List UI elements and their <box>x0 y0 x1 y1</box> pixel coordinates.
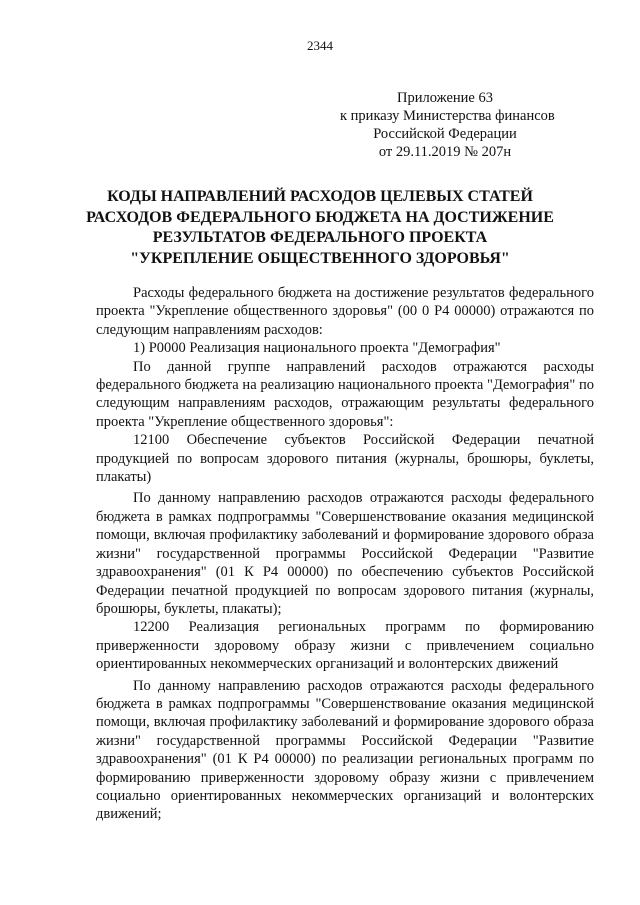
paragraph-section-1: 1) P0000 Реализация национального проекта "Демография" <box>133 340 501 357</box>
title-line-3: РЕЗУЛЬТАТОВ ФЕДЕРАЛЬНОГО ПРОЕКТА <box>152 229 488 246</box>
paragraph-intro: Расходы федерального бюджета на достижение результатов федерального проекта "Укрепление общественного здоровья" (00 0 P4 00000) отражаются по следующим направлениям расходов: <box>96 285 594 338</box>
appendix-block <box>340 89 555 161</box>
document-body <box>96 284 594 824</box>
paragraph-code-12200-description: По данному направлению расходов отражаются расходы федерального бюджета в рамках подпрограммы "Совершенствование оказания медицинской помощи, включая профилактику заболеваний и формирование здорового образа жизни" государственной программы Российской Федерации "Развитие здравоохранения" (01 К P4 00000) по реализации региональных программ по формированию приверженности здоровому образу жизни с привлечением социально ориентированных некоммерческих организаций и волонтерских движений; <box>96 677 594 823</box>
appendix-country-line: Российской Федерации <box>373 126 517 142</box>
document-title <box>60 187 580 269</box>
title-line-2: РАСХОДОВ ФЕДЕРАЛЬНОГО БЮДЖЕТА НА ДОСТИЖЕНИЕ <box>86 208 554 226</box>
paragraph-code-12100-description: По данному направлению расходов отражаются расходы федерального бюджета в рамках подпрограммы "Совершенствование оказания медицинской помощи, включая профилактику заболеваний и формирование здорового образа жизни" государственной программы Российской Федерации "Развитие здравоохранения" (01 К P4 00000) по обеспечению субъектов Российской Федерации печатной продукцией по вопросам здорового питания (журналы, брошюры, буклеты, плакаты); <box>96 490 594 617</box>
paragraph-code-12200: 12200 Реализация региональных программ по формированию приверженности здоровому образу жизни с привлечением социально ориентированных некоммерческих организаций и волонтерских движений <box>96 619 594 673</box>
page-number: 2344 <box>307 38 333 53</box>
appendix-number: Приложение 63 <box>397 90 493 106</box>
appendix-order-line: к приказу Министерства финансов <box>340 108 555 124</box>
paragraph-section-1-description: По данной группе направлений расходов отражаются расходы федерального бюджета на реализацию национального проекта "Демография" по следующим направлениям расходов, отражающим результаты федерального проекта "Укрепление общественного здоровья": <box>96 358 594 430</box>
title-line-1: КОДЫ НАПРАВЛЕНИЙ РАСХОДОВ ЦЕЛЕВЫХ СТАТЕЙ <box>107 188 533 205</box>
appendix-date-line: от 29.11.2019 № 207н <box>378 144 512 160</box>
title-line-4: "УКРЕПЛЕНИЕ ОБЩЕСТВЕННОГО ЗДОРОВЬЯ" <box>130 249 510 267</box>
paragraph-code-12100: 12100 Обеспечение субъектов Российской Федерации печатной продукцией по вопросам здорового питания (журналы, брошюры, буклеты, плакаты) <box>96 432 594 486</box>
